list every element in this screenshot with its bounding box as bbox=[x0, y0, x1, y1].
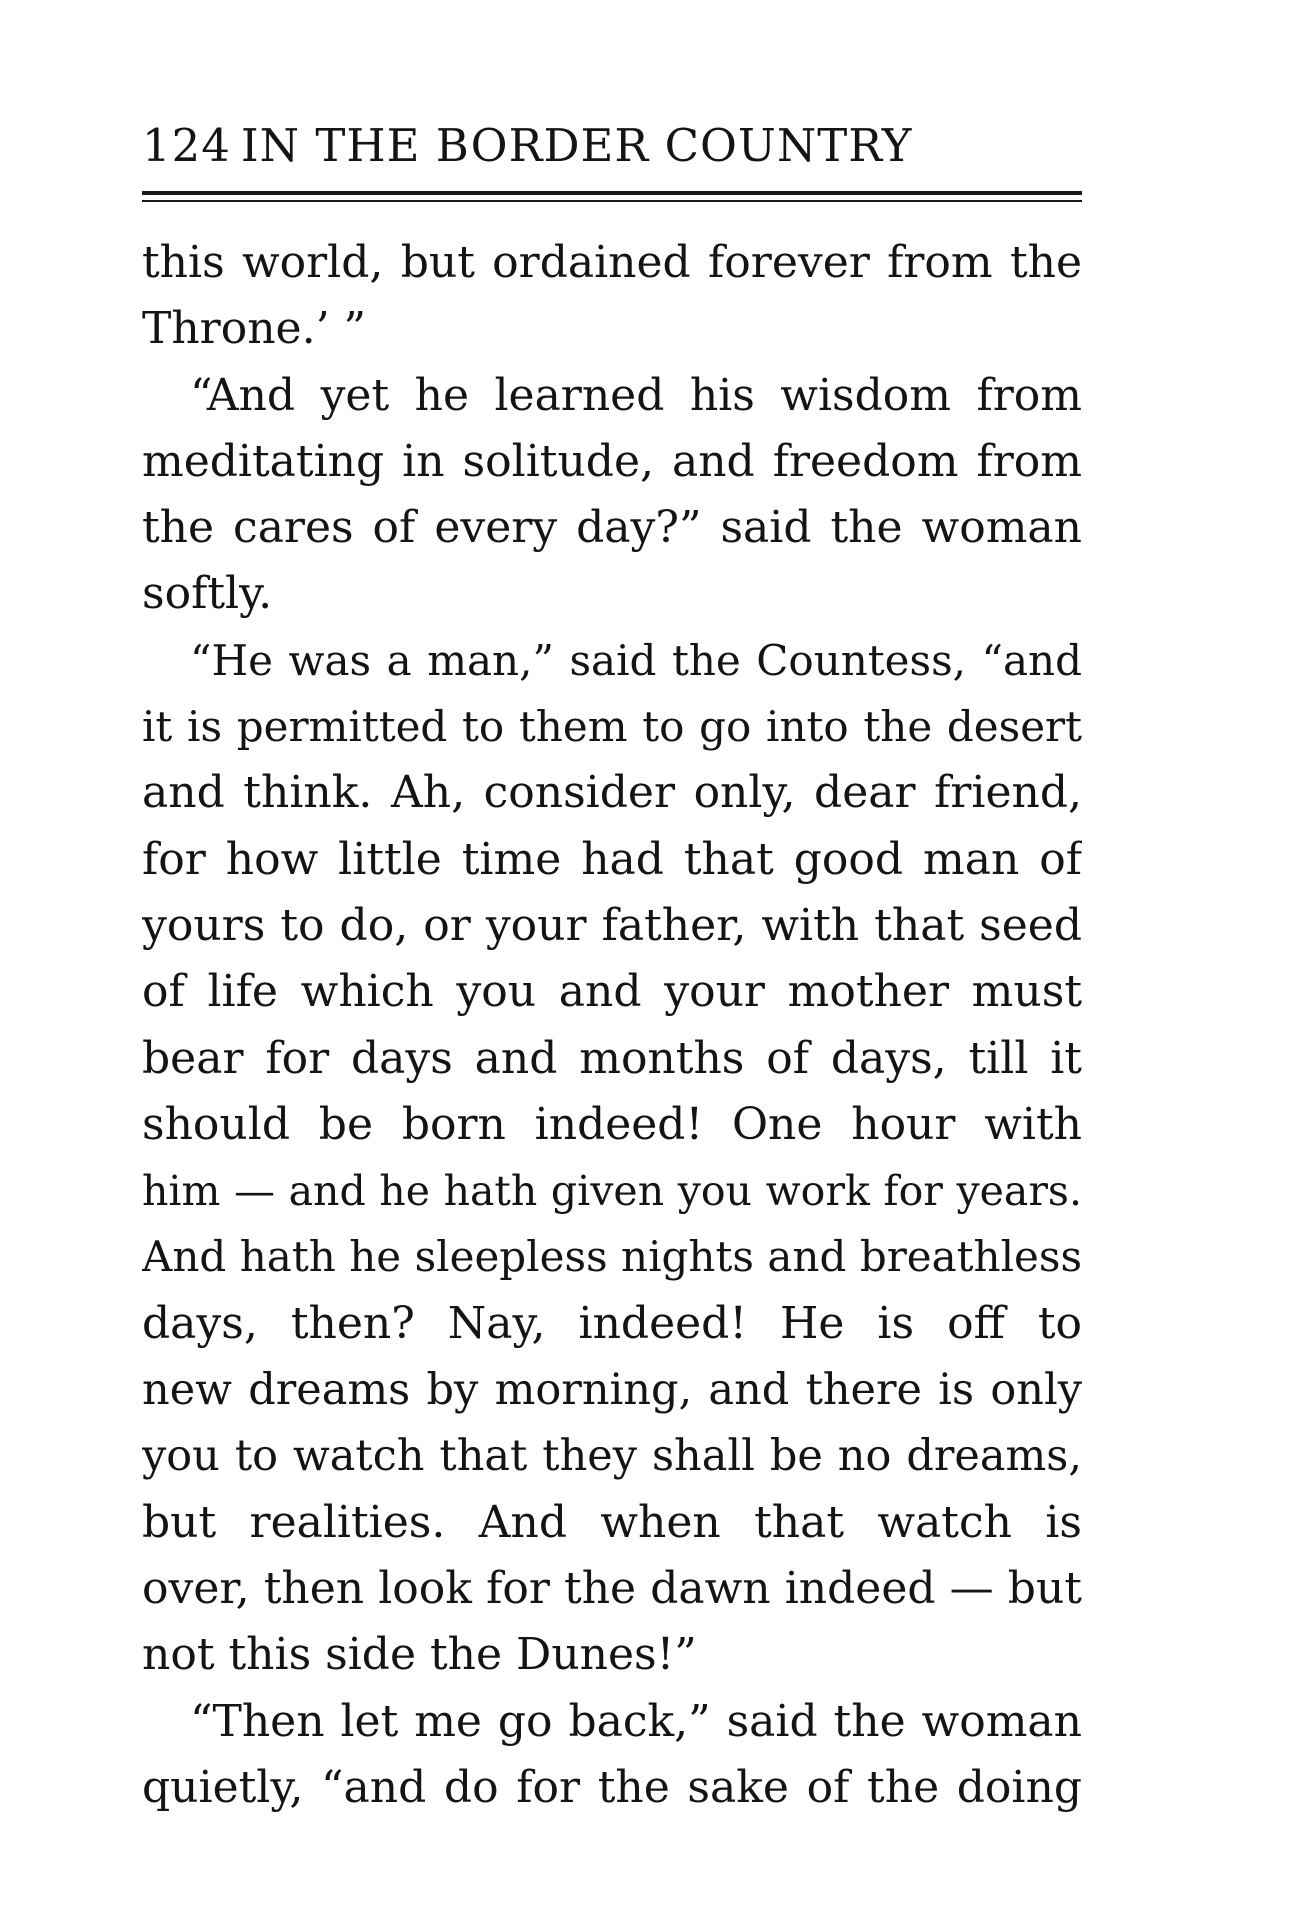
text-line: and think. Ah, consider only, dear friend, bbox=[142, 767, 1082, 819]
text-line: “And yet he learned his wisdom from bbox=[190, 369, 1082, 421]
text-line: for how little time had that good man of bbox=[142, 833, 1082, 885]
body-text bbox=[142, 230, 1082, 1821]
text-line: Throne.’ ” bbox=[142, 303, 367, 355]
text-line: him — and he hath given you work for years. bbox=[142, 1167, 1082, 1216]
text-line: softly. bbox=[142, 568, 273, 620]
text-line: not this side the Dunes!” bbox=[142, 1629, 697, 1681]
text-line: yours to do, or your father, with that seed bbox=[142, 899, 1082, 951]
text-line: over, then look for the dawn indeed — but bbox=[142, 1562, 1082, 1614]
text-line: new dreams by morning, and there is only bbox=[142, 1365, 1082, 1416]
header-rule-thick bbox=[142, 191, 1082, 195]
text-line: “Then let me go back,” said the woman bbox=[190, 1695, 1082, 1747]
running-head-title: IN THE BORDER COUNTRY bbox=[240, 119, 913, 172]
text-line: “He was a man,” said the Countess, “and bbox=[190, 635, 1082, 685]
text-line: the cares of every day?” said the woman bbox=[142, 502, 1082, 554]
text-line: you to watch that they shall be no dreams, bbox=[142, 1431, 1082, 1482]
text-line: bear for days and months of days, till it bbox=[142, 1032, 1082, 1084]
text-line: days, then? Nay, indeed! He is off to bbox=[142, 1297, 1082, 1349]
text-line: quietly, “and do for the sake of the doing bbox=[142, 1761, 1082, 1813]
text-line: should be born indeed! One hour with bbox=[142, 1098, 1082, 1150]
text-line: it is permitted to them to go into the desert bbox=[142, 702, 1082, 752]
text-line: meditating in solitude, and freedom from bbox=[142, 435, 1082, 487]
text-line: of life which you and your mother must bbox=[142, 966, 1082, 1018]
text-line: this world, but ordained forever from the bbox=[142, 237, 1082, 288]
page-number: 124 bbox=[142, 119, 231, 172]
header-rule-thin bbox=[142, 200, 1082, 202]
text-line: And hath he sleepless nights and breathless bbox=[142, 1232, 1082, 1282]
text-line: but realities. And when that watch is bbox=[142, 1496, 1082, 1548]
running-head bbox=[142, 118, 1082, 174]
